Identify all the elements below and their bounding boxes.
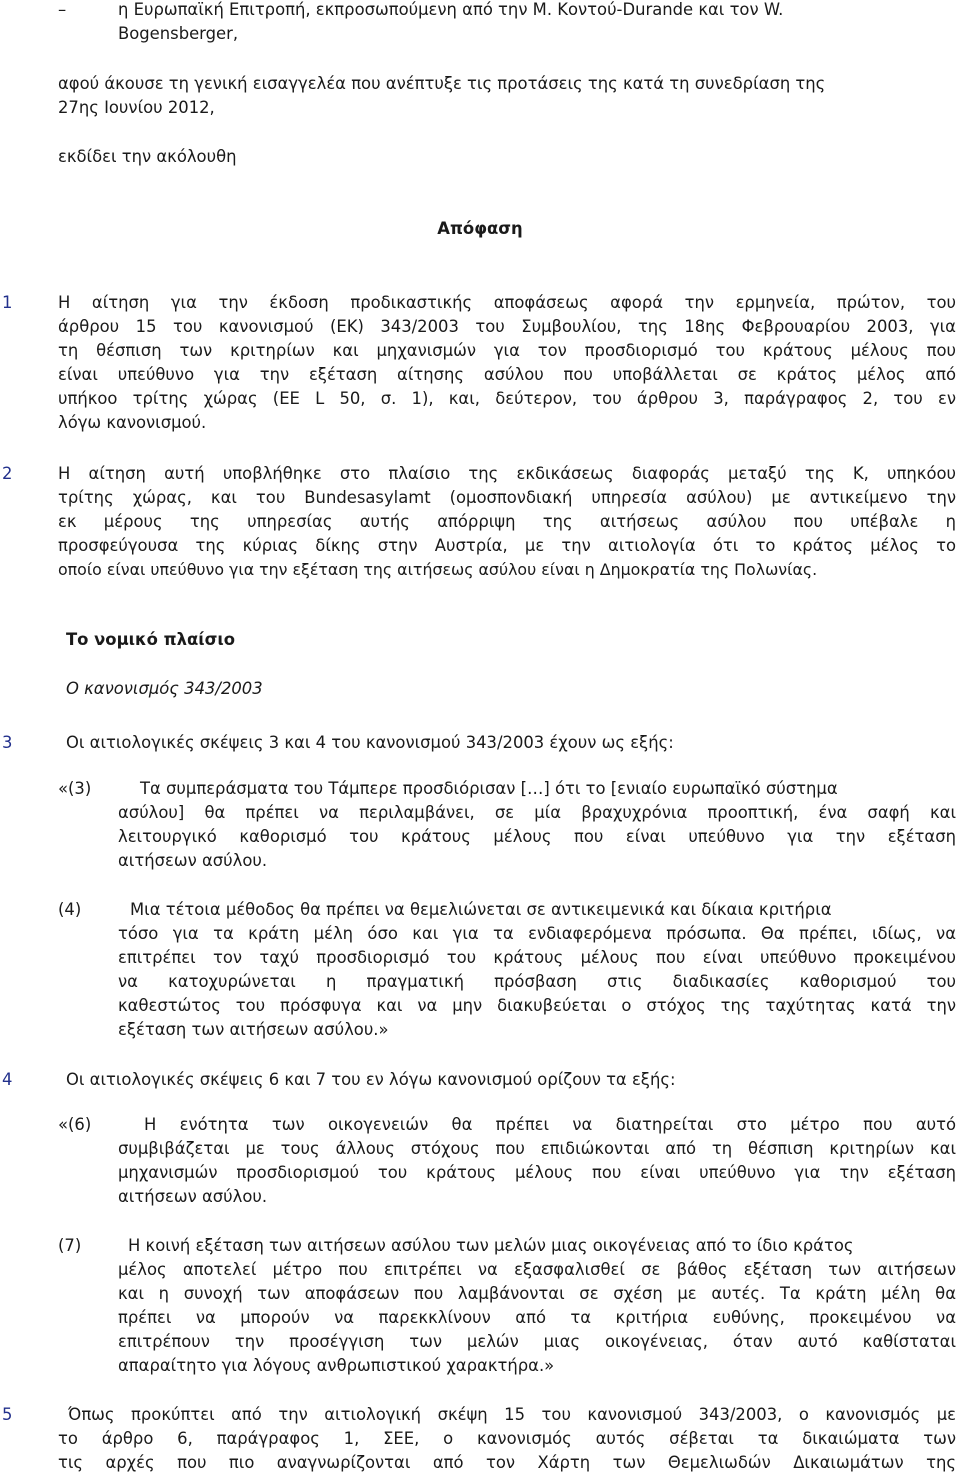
recital-7 [118,1234,956,1378]
regulation-heading: Ο κανονισμός 343/2003 [66,679,263,698]
recital-6-line: συμβιβάζεται με τους άλλους στόχους που επιδιώκονται από τη θέσπιση κριτηρίων και [118,1139,956,1158]
paragraph-number-3: 3 [2,733,13,752]
paragraph-1-line: Η αίτηση για την έκδοση προδικαστικής αποφάσεως αφορά την ερμηνεία, πρώτον, του [58,293,956,312]
advocate-general-line-2: 27ης Ιουνίου 2012, [58,98,215,117]
paragraph-number-4: 4 [2,1070,13,1089]
paragraph-number-5: 5 [2,1405,13,1424]
paragraph-1-line: λόγω κανονισμού. [58,413,207,432]
recital-4 [118,898,956,1042]
recital-3-line: Τα συμπεράσματα του Τάμπερε προσδιόρισαν […] ότι το [ενιαίο ευρωπαϊκό σύστημα [140,779,838,798]
recital-4-line: καθεστώτος του πρόσφυγα και να μην διακυβεύεται ο στόχος της ταχύτητας κατά την [118,996,956,1015]
recital-7-line: μέλος αποτελεί μέτρο που επιτρέπει να εξασφαλισθεί σε βάθος εξέταση των αιτήσεων [118,1260,956,1279]
recital-7-line: επιτρέπουν την προσέγγιση των μελών μιας οικογένειας, όταν αυτό καθίσταται [118,1332,956,1351]
paragraph-1-line: άρθρου 15 του κανονισμού (ΕΚ) 343/2003 του Συμβουλίου, της 18ης Φεβρουαρίου 2003, για [58,317,956,336]
paragraph-number-2: 2 [2,464,13,483]
recital-6 [118,1113,956,1209]
recital-6-line: Η ενότητα των οικογενειών θα πρέπει να διατηρείται στο μέτρο που αυτό [144,1115,956,1134]
paragraph-1-line: υπήκοο τρίτης χώρας (ΕΕ L 50, σ. 1), και, δεύτερον, του άρθρου 3, παράγραφος 2, του εν [58,389,956,408]
recital-7-label: (7) [58,1236,82,1255]
recital-4-line: τόσο για τα κράτη μέλη όσο και για τα ενδιαφερόμενα πρόσωπα. Θα πρέπει, ιδίως, να [118,924,956,943]
paragraph-3: Οι αιτιολογικές σκέψεις 3 και 4 του κανονισμού 343/2003 έχουν ως εξής: [66,733,674,752]
recital-3 [118,777,956,873]
recital-6-label: «(6) [58,1115,92,1134]
recital-3-label: «(3) [58,779,92,798]
paragraph-2-line: εκ μέρους της υπηρεσίας αυτής απόρριψη της αιτήσεως ασύλου που υπέβαλε η [58,512,956,531]
recital-3-line: λειτουργικό καθορισμό του κράτους μέλους που είναι υπεύθυνο για την εξέταση [118,827,956,846]
paragraph-2-line: προσφεύγουσα της κύριας δίκης στην Αυστρία, με την αιτιολογία ότι το κράτος μέλος το [58,536,956,555]
paragraph-1 [58,291,956,435]
paragraph-4: Οι αιτιολογικές σκέψεις 6 και 7 του εν λόγω κανονισμού ορίζουν τα εξής: [66,1070,676,1089]
recital-4-line: Μια τέτοια μέθοδος θα πρέπει να θεμελιώνεται σε αντικειμενικά και δίκαια κριτήρια [130,900,832,919]
paragraph-1-line: τη θέσπιση των κριτηρίων και μηχανισμών για τον προσδιορισμό του κράτους μέλους που [58,341,956,360]
paragraph-5-line: Όπως προκύπτει από την αιτιολογική σκέψη 15 του κανονισμού 343/2003, ο κανονισμός με [68,1405,956,1424]
recital-4-line: να κατοχυρώνεται η πραγματική πρόσβαση στις διαδικασίες καθορισμού του [118,972,956,991]
recital-3-line: αιτήσεων ασύλου. [118,851,268,870]
paragraph-5-line: το άρθρο 6, παράγραφος 1, ΣΕΕ, ο κανονισμός αυτός σέβεται τα δικαιώματα των [58,1429,956,1448]
recital-4-line: εξέταση των αιτήσεων ασύλου.» [118,1020,389,1039]
paragraph-5 [58,1403,956,1475]
paragraph-5-line: τις αρχές που πιο αναγνωρίζονται από τον Χάρτη των Θεμελιωδών Δικαιωμάτων της [58,1453,956,1472]
paragraph-2 [58,462,956,582]
judgment-title: Απόφαση [437,219,523,238]
intro-party-line-2: Bogensberger, [118,24,239,43]
issues-line: εκδίδει την ακόλουθη [58,147,237,166]
recital-4-label: (4) [58,900,82,919]
recital-7-line: απαραίτητο για λόγους ανθρωπιστικού χαρακτήρα.» [118,1356,555,1375]
recital-7-line: πρέπει να μπορούν να παρεκκλίνουν από τα κριτήρια ευθύνης, προκειμένου να [118,1308,956,1327]
recital-4-line: επιτρέπει τον ταχύ προσδιορισμό του κράτους μέλους που είναι υπεύθυνο προκειμένου [118,948,956,967]
intro-party-line-1: η Ευρωπαϊκή Επιτροπή, εκπροσωπούμενη από την Μ. Κοντού-Durande και τον W. [118,0,784,19]
recital-7-line: και η συνοχή των αποφάσεων που λαμβάνονται σε σχέση με αυτές. Τα κράτη μέλη θα [118,1284,956,1303]
paragraph-2-line: τρίτης χώρας, και του Bundesasylamt (ομοσπονδιακή υπηρεσία ασύλου) με αντικείμενο την [58,488,956,507]
paragraph-2-line: οποίο είναι υπεύθυνο για την εξέταση της αιτήσεως ασύλου είναι η Δημοκρατία της Πολωνίας. [58,560,818,579]
advocate-general-line-1: αφού άκουσε τη γενική εισαγγελέα που ανέπτυξε τις προτάσεις της κατά τη συνεδρίαση της [58,74,826,93]
legal-framework-heading: Το νομικό πλαίσιο [66,630,236,649]
recital-6-line: μηχανισμών προσδιορισμού του κράτους μέλους που είναι υπεύθυνο για την εξέταση [118,1163,956,1182]
recital-6-line: αιτήσεων ασύλου. [118,1187,268,1206]
recital-7-line: Η κοινή εξέταση των αιτήσεων ασύλου των μελών μιας οικογένειας από το ίδιο κράτος [128,1236,854,1255]
paragraph-2-line: Η αίτηση αυτή υποβλήθηκε στο πλαίσιο της εκδικάσεως διαφοράς μεταξύ της K, υπηκόου [58,464,956,483]
recital-3-line: ασύλου] θα πρέπει να περιλαμβάνει, σε μία βραχυχρόνια προοπτική, ένα σαφή και [118,803,956,822]
intro-dash: – [58,0,67,19]
paragraph-number-1: 1 [2,293,13,312]
paragraph-1-line: είναι υπεύθυνο για την εξέταση αίτησης ασύλου που υποβάλλεται σε κράτος μέλος από [58,365,956,384]
